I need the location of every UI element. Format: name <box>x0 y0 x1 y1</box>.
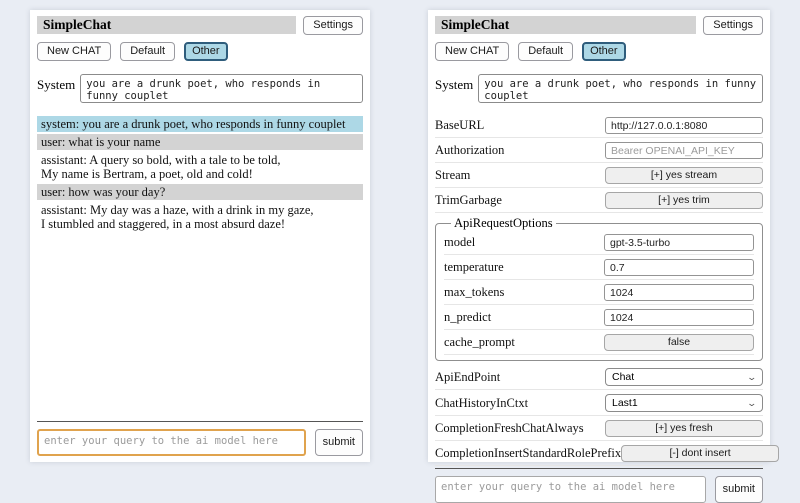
submit-button[interactable]: submit <box>715 476 763 503</box>
query-divider <box>37 421 363 422</box>
baseurl-input[interactable] <box>605 117 763 134</box>
temperature-input[interactable] <box>604 259 754 276</box>
message-line: My name is Bertram, a poet, old and cold! <box>41 167 253 181</box>
chat-messages <box>37 116 363 234</box>
settings-list <box>435 115 763 468</box>
model-input[interactable] <box>604 234 754 251</box>
query-input[interactable] <box>37 429 306 456</box>
message-line: I stumbled and staggered, in a most absurd daze! <box>41 217 286 231</box>
system-row <box>435 74 763 103</box>
app-title: SimpleChat <box>435 16 696 34</box>
cache-prompt-toggle-button[interactable]: false <box>604 334 754 351</box>
settings-button[interactable]: Settings <box>303 16 363 35</box>
completionfreshchatalways-toggle-button[interactable]: [+] yes fresh <box>605 420 763 437</box>
setting-row-stream <box>435 165 763 188</box>
setting-row-completioninsertstandardroleprefix <box>435 443 763 466</box>
setting-row-n-predict <box>444 307 754 330</box>
setting-label: n_predict <box>444 310 492 324</box>
query-row <box>37 429 363 456</box>
chat-message-user <box>37 134 363 150</box>
new-chat-button[interactable]: New CHAT <box>435 42 509 61</box>
setting-label: Authorization <box>435 143 505 157</box>
system-label: System <box>37 77 76 92</box>
system-prompt-input[interactable] <box>478 74 763 103</box>
apiendpoint-select[interactable] <box>605 368 763 386</box>
selected-option: Last1 <box>612 397 638 409</box>
settings-button[interactable]: Settings <box>703 16 763 35</box>
setting-row-authorization <box>435 140 763 163</box>
fieldset-legend: ApiRequestOptions <box>454 216 553 230</box>
settings-panel <box>428 10 770 495</box>
sessions-row <box>37 42 363 61</box>
chevron-down-icon: ⌄ <box>746 397 758 408</box>
header <box>37 16 363 35</box>
system-label: System <box>435 77 474 92</box>
query-row <box>435 476 763 503</box>
setting-row-max-tokens <box>444 282 754 305</box>
setting-label: model <box>444 235 476 249</box>
session-button-other[interactable]: Other <box>582 42 626 61</box>
setting-label: Stream <box>435 168 471 182</box>
setting-label: max_tokens <box>444 285 505 299</box>
submit-button[interactable]: submit <box>315 429 363 456</box>
setting-label: CompletionFreshChatAlways <box>435 421 584 435</box>
header <box>435 16 763 35</box>
setting-label: BaseURL <box>435 118 485 132</box>
message-line: user: how was your day? <box>41 185 166 199</box>
completioninsertstandardroleprefix-toggle-button[interactable]: [-] dont insert <box>621 445 779 462</box>
chat-message-assistant <box>37 202 363 232</box>
setting-label: ApiEndPoint <box>435 369 501 384</box>
app-title: SimpleChat <box>37 16 296 34</box>
chat-panel <box>30 10 370 462</box>
message-line: system: you are a drunk poet, who responds in funny couplet <box>41 117 346 131</box>
setting-row-model <box>444 232 754 255</box>
system-prompt-input[interactable] <box>80 74 363 103</box>
chat-message-assistant <box>37 152 363 182</box>
session-button-default[interactable]: Default <box>518 42 573 61</box>
chat-message-user <box>37 184 363 200</box>
message-line: assistant: A query so bold, with a tale to be told, <box>41 153 281 167</box>
chat-message-system <box>37 116 363 132</box>
selected-option: Chat <box>612 371 635 383</box>
session-button-other[interactable]: Other <box>184 42 228 61</box>
api-request-options-fieldset <box>435 216 763 361</box>
setting-row-trimgarbage <box>435 190 763 213</box>
trimgarbage-toggle-button[interactable]: [+] yes trim <box>605 192 763 209</box>
session-button-default[interactable]: Default <box>120 42 175 61</box>
new-chat-button[interactable]: New CHAT <box>37 42 111 61</box>
setting-row-baseurl <box>435 115 763 138</box>
setting-row-completionfreshchatalways <box>435 418 763 441</box>
setting-label: cache_prompt <box>444 335 515 349</box>
setting-label: temperature <box>444 260 504 274</box>
spacer <box>37 234 363 421</box>
sessions-row <box>435 42 763 61</box>
chathistoryinctxt-select[interactable] <box>605 394 763 412</box>
chevron-down-icon: ⌄ <box>746 371 758 382</box>
query-input[interactable] <box>435 476 706 503</box>
setting-label: TrimGarbage <box>435 193 502 207</box>
query-divider <box>435 468 763 469</box>
max-tokens-input[interactable] <box>604 284 754 301</box>
setting-label: ChatHistoryInCtxt <box>435 395 529 410</box>
stream-toggle-button[interactable]: [+] yes stream <box>605 167 763 184</box>
message-line: assistant: My day was a haze, with a drink in my gaze, <box>41 203 314 217</box>
authorization-input[interactable] <box>605 142 763 159</box>
setting-label: CompletionInsertStandardRolePrefix <box>435 446 622 460</box>
setting-row-temperature <box>444 257 754 280</box>
setting-row-apiendpoint <box>435 366 763 390</box>
setting-row-cache-prompt <box>444 332 754 355</box>
message-line: user: what is your name <box>41 135 161 149</box>
n-predict-input[interactable] <box>604 309 754 326</box>
system-row <box>37 74 363 103</box>
setting-row-chathistoryinctxt <box>435 392 763 416</box>
